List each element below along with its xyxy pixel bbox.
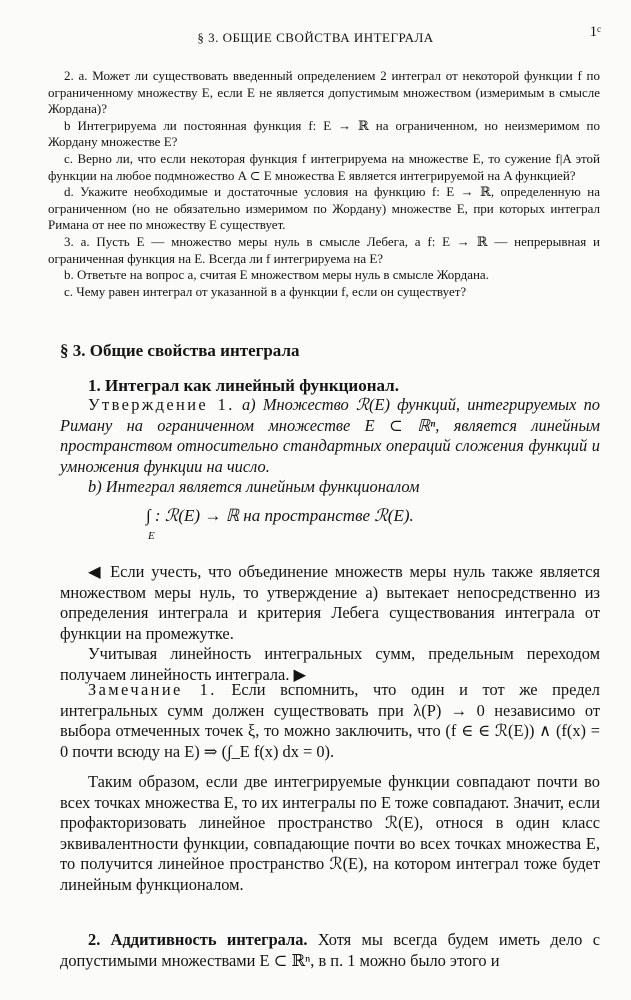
statement-part-a: а) Множество ℛ(E) функций, интегрируемых по Риману на ограниченном множестве E ⊂ ℝⁿ, является линейным пространством относительно стандартных операций сложения функций и умножения функции на число. [60, 395, 600, 476]
statement-label: Утверждение 1. [88, 395, 235, 414]
exercise-2c: c. Верно ли, что если некоторая функция f интегрируема на множестве E, то сужение f|A этой функции на любое подмножество A ⊂ E множества E является интегрируемой на A функцией? [48, 150, 600, 183]
integral-subscript: E [148, 530, 155, 542]
exercise-2b: b Интегрируема ли постоянная функция f: E → ℝ на ограниченном, но неизмеримом по Жордану множестве E? [48, 117, 600, 150]
remark-block [60, 680, 600, 762]
exercise-3c: c. Чему равен интеграл от указанной в а функции f, если он существует? [64, 283, 467, 299]
running-header: § 3. ОБЩИЕ СВОЙСТВА ИНТЕГРАЛА [197, 30, 434, 45]
subsection-title: 1. Интеграл как линейный функционал. [88, 376, 399, 395]
exercise-2a: 2. а. Может ли существовать введенный определением 2 интеграл от некоторой функции f по ограниченному множеству E, если E не является допустимым множеством (измеримым в смысле Жордана)? [48, 68, 600, 117]
remark-label: Замечание 1. [88, 680, 217, 699]
paragraph-after: Таким образом, если две интегрируемые функции совпадают почти во всех точках множества E, то их интегралы по E тоже совпадают. Значит, если профакторизовать линейное пространство ℛ(E), относя в один класс эквивалентности функции, совпадающие почти во всех точках множества E, то получится линейное пространство ℛ(E), на котором интеграл тоже будет линейным функционалом. [60, 772, 600, 894]
proof-paragraph-1: ◀ Если учесть, что объединение множеств меры нуль также является множеством меры нуль, то утверждение а) вытекает непосредственно из определения интеграла и критерия Лебега существования интеграла от функции на промежутке. [60, 562, 600, 643]
next-subsection-title: 2. Аддитивность интеграла. [88, 930, 308, 949]
section-title: § 3. Общие свойства интеграла [60, 341, 300, 360]
proof-block [60, 562, 600, 686]
exercises-block [48, 68, 600, 300]
next-subsection [60, 930, 600, 971]
next-subsection-text: Хотя мы всегда будем иметь дело с допустимыми множествами E ⊂ ℝⁿ, в п. 1 можно было этого и [60, 930, 600, 970]
statement-block [60, 395, 600, 498]
page-number: 1ᶜ [589, 24, 601, 40]
exercise-2d: d. Укажите необходимые и достаточные условия на функцию f: E → ℝ, определенную на ограниченном (но не обязательно измеримом по Жордану) множестве E, при которых интеграл Римана от нее по множеству E существует. [48, 184, 600, 233]
remark-text: Если вспомнить, что один и тот же предел интегральных сумм должен существовать при λ(P) → 0 независимо от выбора отмеченных точек ξ, то можно заключить, что (f ∈ ∈ ℛ(E)) ∧ (f(x) = 0 почти всюду на E) ⇒ (∫_E f(x) dx = 0). [60, 680, 600, 761]
exercise-3b: b. Ответьте на вопрос а, считая E множеством меры нуль в смысле Жордана. [64, 267, 489, 283]
statement-part-b: b) Интеграл является линейным функционалом [88, 477, 420, 497]
exercise-3a: 3. а. Пусть E — множество меры нуль в смысле Лебега, а f: E → ℝ — непрерывная и ограниченная функция на E. Всегда ли f интегрируема на E? [48, 233, 600, 266]
functional-formula: ∫ : ℛ(E) → ℝ на пространстве ℛ(E). E [146, 506, 414, 542]
proof-paragraph-2: Учитывая линейность интегральных сумм, предельным переходом получаем линейность интеграла. ▶ [60, 644, 600, 684]
